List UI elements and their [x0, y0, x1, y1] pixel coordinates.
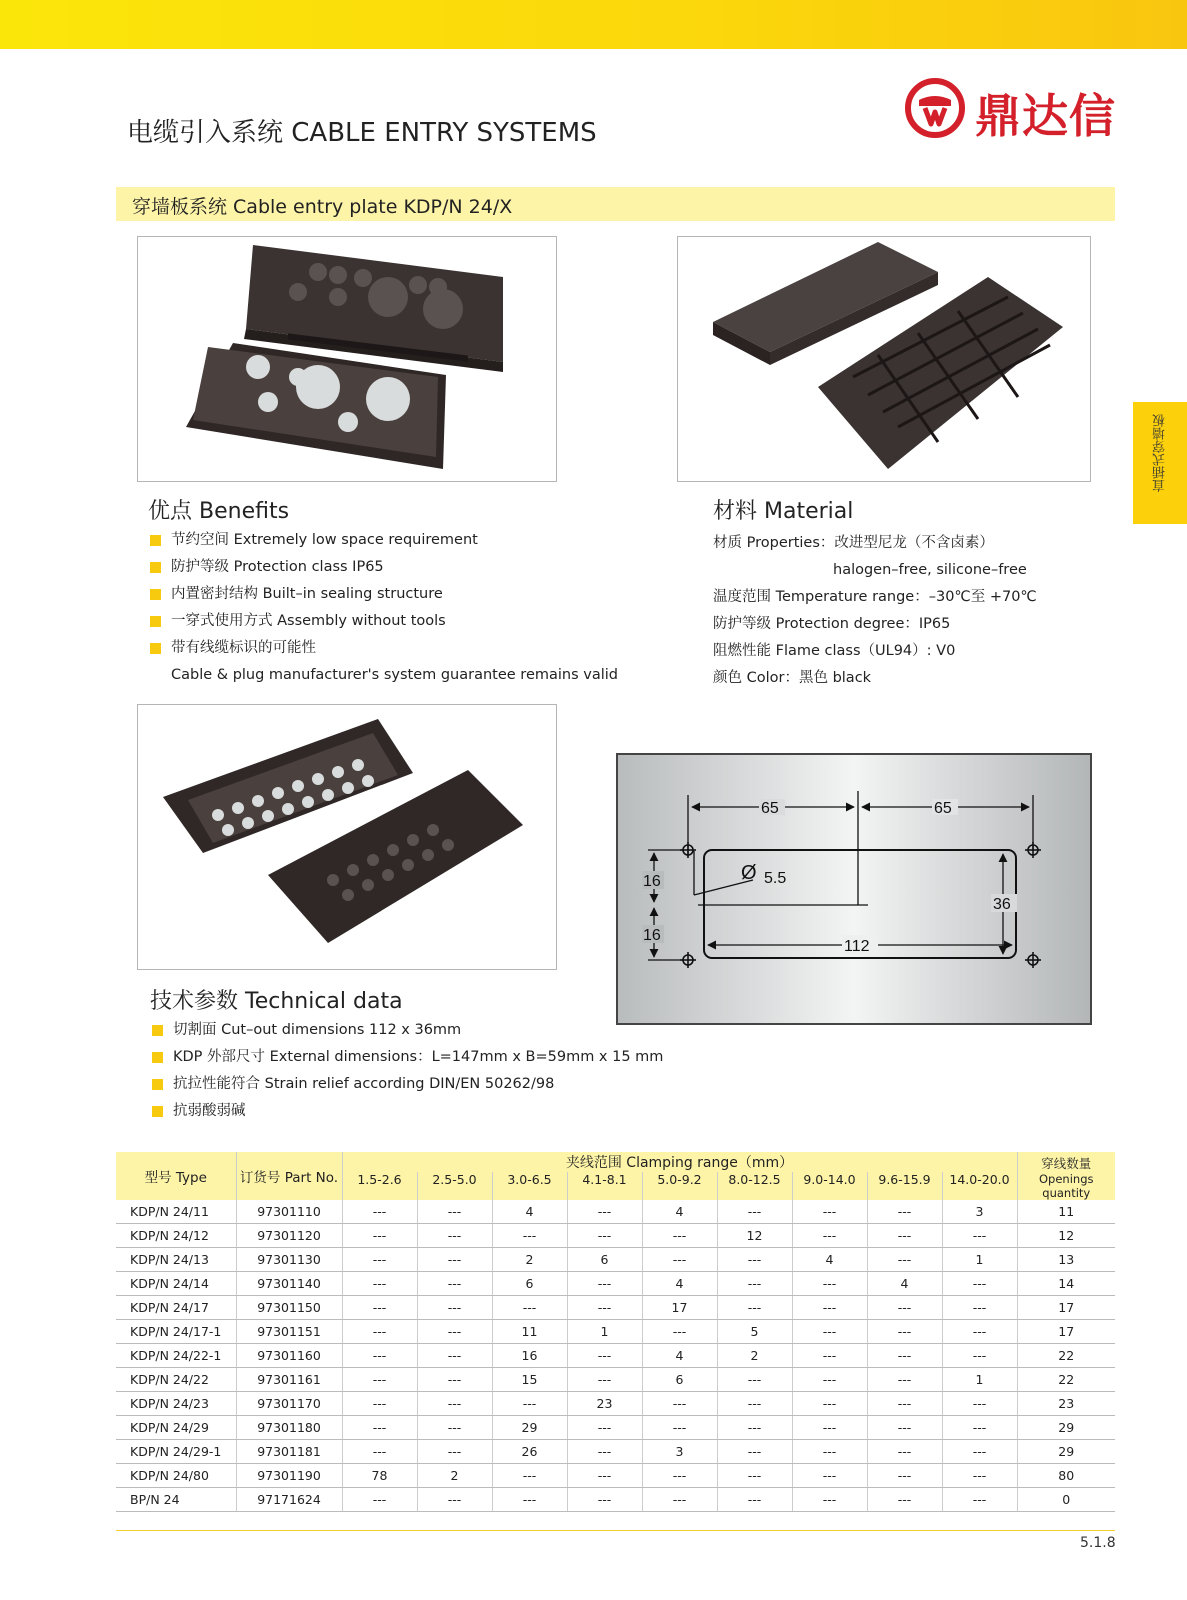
- cell-type: KDP/N 24/13: [116, 1248, 236, 1272]
- clamping-range-col-header: 2.5-5.0: [417, 1172, 492, 1200]
- table-row: [116, 1272, 1115, 1296]
- cell-type: KDP/N 24/22: [116, 1368, 236, 1392]
- cell-clamping-count: ---: [792, 1416, 867, 1440]
- bullet-square-icon: [150, 535, 161, 546]
- cell-clamping-count: 2: [492, 1248, 567, 1272]
- cell-clamping-count: ---: [642, 1464, 717, 1488]
- list-item: 内置密封结构 Built–in sealing structure: [150, 584, 618, 611]
- cell-clamping-count: ---: [417, 1440, 492, 1464]
- spec-table: [116, 1152, 1115, 1512]
- brand-name: 鼎达信: [975, 89, 1116, 143]
- clamping-range-col-header: 9.0-14.0: [792, 1172, 867, 1200]
- cell-clamping-count: ---: [342, 1200, 417, 1224]
- technical-heading: 技术参数 Technical data: [150, 989, 403, 1014]
- cell-clamping-count: ---: [342, 1488, 417, 1512]
- clamping-range-col-header: 4.1-8.1: [567, 1172, 642, 1200]
- cell-clamping-count: ---: [342, 1320, 417, 1344]
- cell-clamping-count: ---: [942, 1488, 1017, 1512]
- cell-clamping-count: 5: [717, 1320, 792, 1344]
- cell-clamping-count: ---: [567, 1440, 642, 1464]
- bullet-square-icon: [152, 1052, 163, 1063]
- cell-clamping-count: 4: [792, 1248, 867, 1272]
- cell-part-number: 97301150: [236, 1296, 342, 1320]
- cell-clamping-count: ---: [942, 1320, 1017, 1344]
- cell-clamping-count: ---: [717, 1248, 792, 1272]
- cell-clamping-count: ---: [792, 1488, 867, 1512]
- page-title: 电缆引入系统 CABLE ENTRY SYSTEMS: [127, 118, 597, 148]
- cell-clamping-count: ---: [792, 1200, 867, 1224]
- cell-clamping-count: ---: [867, 1440, 942, 1464]
- cell-clamping-count: ---: [867, 1416, 942, 1440]
- table-row: [116, 1248, 1115, 1272]
- side-tab-label: 直插式穿墙板: [1153, 414, 1168, 492]
- clamping-range-col-header: 3.0-6.5: [492, 1172, 567, 1200]
- cell-clamping-count: ---: [942, 1224, 1017, 1248]
- cell-clamping-count: ---: [792, 1392, 867, 1416]
- cell-openings-total: 12: [1017, 1224, 1115, 1248]
- cell-clamping-count: ---: [417, 1344, 492, 1368]
- cell-clamping-count: ---: [492, 1224, 567, 1248]
- table-row: [116, 1368, 1115, 1392]
- cell-clamping-count: ---: [567, 1368, 642, 1392]
- list-item: 一穿式使用方式 Assembly without tools: [150, 611, 618, 638]
- width-label: 112: [844, 938, 870, 955]
- cell-clamping-count: 11: [492, 1320, 567, 1344]
- cable-plate-multi-image: [138, 705, 556, 969]
- offset-top-label: 16: [643, 873, 661, 890]
- bullet-square-icon: [152, 1025, 163, 1036]
- cell-clamping-count: 4: [642, 1272, 717, 1296]
- cell-clamping-count: ---: [492, 1296, 567, 1320]
- cell-clamping-count: 6: [492, 1272, 567, 1296]
- cell-clamping-count: ---: [717, 1464, 792, 1488]
- cell-clamping-count: ---: [642, 1488, 717, 1512]
- cell-clamping-count: ---: [342, 1440, 417, 1464]
- cell-clamping-count: 29: [492, 1416, 567, 1440]
- cell-openings-total: 29: [1017, 1416, 1115, 1440]
- cell-openings-total: 22: [1017, 1344, 1115, 1368]
- cell-clamping-count: ---: [567, 1488, 642, 1512]
- cell-part-number: 97301130: [236, 1248, 342, 1272]
- cell-clamping-count: 6: [642, 1368, 717, 1392]
- technical-list: [152, 1020, 663, 1128]
- cell-clamping-count: 4: [492, 1200, 567, 1224]
- cell-clamping-count: ---: [567, 1344, 642, 1368]
- cell-openings-total: 80: [1017, 1464, 1115, 1488]
- benefits-note: Cable & plug manufacturer's system guarantee remains valid: [171, 667, 618, 683]
- material-line: 温度范围 Temperature range：–30℃至 +70℃: [713, 589, 1037, 605]
- benefits-heading: 优点 Benefits: [148, 499, 290, 524]
- cell-clamping-count: ---: [867, 1200, 942, 1224]
- side-tab[interactable]: [1133, 402, 1187, 524]
- cell-clamping-count: ---: [717, 1416, 792, 1440]
- cell-clamping-count: ---: [867, 1344, 942, 1368]
- cell-clamping-count: ---: [942, 1440, 1017, 1464]
- material-list: [713, 533, 1113, 695]
- cell-openings-total: 11: [1017, 1200, 1115, 1224]
- cell-type: BP/N 24: [116, 1488, 236, 1512]
- list-item: 切割面 Cut–out dimensions 112 x 36mm: [152, 1020, 663, 1047]
- cell-clamping-count: ---: [867, 1368, 942, 1392]
- cell-clamping-count: ---: [417, 1368, 492, 1392]
- offset-bottom-label: 16: [643, 927, 661, 944]
- cell-clamping-count: ---: [942, 1416, 1017, 1440]
- cell-openings-total: 13: [1017, 1248, 1115, 1272]
- bullet-square-icon: [150, 589, 161, 600]
- cell-clamping-count: ---: [342, 1248, 417, 1272]
- cell-clamping-count: ---: [867, 1296, 942, 1320]
- footer-rule: [116, 1530, 1115, 1531]
- cell-part-number: 97301180: [236, 1416, 342, 1440]
- cell-type: KDP/N 24/80: [116, 1464, 236, 1488]
- cell-clamping-count: ---: [342, 1344, 417, 1368]
- clamping-range-header: 夹线范围 Clamping range（mm）: [342, 1152, 1017, 1172]
- cell-clamping-count: ---: [867, 1464, 942, 1488]
- list-item: KDP 外部尺寸 External dimensions：L=147mm x B=59mm x 15 mm: [152, 1047, 663, 1074]
- cell-clamping-count: ---: [792, 1296, 867, 1320]
- bullet-square-icon: [152, 1106, 163, 1117]
- cell-part-number: 97301190: [236, 1464, 342, 1488]
- cell-clamping-count: ---: [642, 1320, 717, 1344]
- cell-clamping-count: ---: [717, 1488, 792, 1512]
- cell-clamping-count: ---: [342, 1392, 417, 1416]
- bullet-square-icon: [150, 643, 161, 654]
- cell-clamping-count: ---: [867, 1224, 942, 1248]
- clamping-range-col-header: 5.0-9.2: [642, 1172, 717, 1200]
- cell-clamping-count: ---: [417, 1320, 492, 1344]
- cell-part-number: 97301161: [236, 1368, 342, 1392]
- cell-clamping-count: ---: [342, 1368, 417, 1392]
- cell-type: KDP/N 24/23: [116, 1392, 236, 1416]
- list-item: 节约空间 Extremely low space requirement: [150, 530, 618, 557]
- cell-clamping-count: ---: [417, 1392, 492, 1416]
- material-line: 颜色 Color：黑色 black: [713, 670, 872, 686]
- cable-plate-back-image: [678, 237, 1090, 481]
- table-row: [116, 1224, 1115, 1248]
- list-item: 抗弱酸弱碱: [152, 1101, 663, 1128]
- clamping-range-col-header: 8.0-12.5: [717, 1172, 792, 1200]
- cell-clamping-count: 3: [942, 1200, 1017, 1224]
- list-item: 抗拉性能符合 Strain relief according DIN/EN 50262/98: [152, 1074, 663, 1101]
- brand-logo: [905, 78, 1135, 143]
- brand-mark-icon: [905, 78, 965, 138]
- cell-clamping-count: ---: [417, 1248, 492, 1272]
- cell-clamping-count: ---: [942, 1464, 1017, 1488]
- cell-clamping-count: ---: [942, 1296, 1017, 1320]
- cell-clamping-count: 15: [492, 1368, 567, 1392]
- cell-clamping-count: 4: [642, 1344, 717, 1368]
- cell-clamping-count: 23: [567, 1392, 642, 1416]
- cell-clamping-count: ---: [717, 1368, 792, 1392]
- cell-clamping-count: ---: [792, 1464, 867, 1488]
- cell-clamping-count: 12: [717, 1224, 792, 1248]
- cell-clamping-count: 2: [417, 1464, 492, 1488]
- cell-clamping-count: ---: [492, 1464, 567, 1488]
- cell-clamping-count: ---: [792, 1344, 867, 1368]
- material-heading: 材料 Material: [713, 499, 854, 524]
- cell-part-number: 97301110: [236, 1200, 342, 1224]
- cell-type: KDP/N 24/29-1: [116, 1440, 236, 1464]
- clamping-range-col-header: 14.0-20.0: [942, 1172, 1017, 1200]
- cell-clamping-count: 16: [492, 1344, 567, 1368]
- table-row: [116, 1200, 1115, 1224]
- cell-clamping-count: ---: [717, 1392, 792, 1416]
- cell-clamping-count: 6: [567, 1248, 642, 1272]
- cell-clamping-count: ---: [342, 1416, 417, 1440]
- cell-clamping-count: ---: [717, 1440, 792, 1464]
- cell-clamping-count: ---: [867, 1248, 942, 1272]
- cell-clamping-count: ---: [792, 1440, 867, 1464]
- col-part-header: 订货号 Part No.: [236, 1152, 342, 1200]
- cell-type: KDP/N 24/22-1: [116, 1344, 236, 1368]
- cell-clamping-count: ---: [867, 1488, 942, 1512]
- cell-clamping-count: ---: [417, 1488, 492, 1512]
- bullet-square-icon: [150, 616, 161, 627]
- cell-clamping-count: ---: [717, 1200, 792, 1224]
- table-row: [116, 1320, 1115, 1344]
- cell-type: KDP/N 24/17: [116, 1296, 236, 1320]
- cell-openings-total: 17: [1017, 1320, 1115, 1344]
- bullet-square-icon: [150, 562, 161, 573]
- cell-clamping-count: ---: [942, 1272, 1017, 1296]
- cell-clamping-count: ---: [417, 1296, 492, 1320]
- cell-clamping-count: 17: [642, 1296, 717, 1320]
- page-number: 5.1.8: [1080, 1535, 1116, 1551]
- table-row: [116, 1464, 1115, 1488]
- material-line: halogen–free, silicone–free: [833, 562, 1027, 578]
- list-item: 防护等级 Protection class IP65: [150, 557, 618, 584]
- cell-clamping-count: ---: [492, 1392, 567, 1416]
- cell-clamping-count: 1: [942, 1368, 1017, 1392]
- cutout-drawing: [616, 753, 1092, 1025]
- cell-clamping-count: ---: [642, 1248, 717, 1272]
- cell-clamping-count: ---: [792, 1224, 867, 1248]
- diameter-symbol-icon: Ø: [741, 862, 757, 884]
- cell-clamping-count: ---: [342, 1272, 417, 1296]
- cell-clamping-count: 1: [567, 1320, 642, 1344]
- cell-clamping-count: ---: [492, 1488, 567, 1512]
- col-type-header: 型号 Type: [116, 1152, 236, 1200]
- cell-part-number: 97301181: [236, 1440, 342, 1464]
- cell-clamping-count: ---: [417, 1272, 492, 1296]
- cell-clamping-count: ---: [567, 1464, 642, 1488]
- cell-clamping-count: ---: [792, 1320, 867, 1344]
- cell-openings-total: 0: [1017, 1488, 1115, 1512]
- cell-openings-total: 17: [1017, 1296, 1115, 1320]
- cell-clamping-count: ---: [342, 1224, 417, 1248]
- cell-part-number: 97301140: [236, 1272, 342, 1296]
- material-line: 阻燃性能 Flame class（UL94）: V0: [713, 643, 956, 659]
- cable-plate-image: [138, 237, 556, 481]
- cell-type: KDP/N 24/12: [116, 1224, 236, 1248]
- cell-clamping-count: ---: [567, 1296, 642, 1320]
- cell-clamping-count: ---: [942, 1344, 1017, 1368]
- dimension-drawing: [618, 755, 1090, 1023]
- benefits-list: [150, 530, 618, 692]
- dim-right-label: 65: [934, 800, 952, 817]
- cell-clamping-count: 4: [867, 1272, 942, 1296]
- dim-left-label: 65: [761, 800, 779, 817]
- cell-clamping-count: 78: [342, 1464, 417, 1488]
- section-header: [116, 187, 1115, 221]
- cell-clamping-count: ---: [792, 1272, 867, 1296]
- cell-clamping-count: 4: [642, 1200, 717, 1224]
- cell-openings-total: 22: [1017, 1368, 1115, 1392]
- cell-clamping-count: ---: [417, 1200, 492, 1224]
- cell-clamping-count: ---: [417, 1224, 492, 1248]
- cell-clamping-count: ---: [642, 1416, 717, 1440]
- cell-type: KDP/N 24/17-1: [116, 1320, 236, 1344]
- cell-clamping-count: ---: [942, 1392, 1017, 1416]
- hole-diameter-label: 5.5: [764, 870, 787, 887]
- cell-openings-total: 29: [1017, 1440, 1115, 1464]
- clamping-range-col-header: 9.6-15.9: [867, 1172, 942, 1200]
- col-openings-header-cn: 穿线数量: [1017, 1152, 1115, 1172]
- cell-type: KDP/N 24/11: [116, 1200, 236, 1224]
- material-line: 防护等级 Protection degree：IP65: [713, 616, 951, 632]
- cell-clamping-count: 1: [942, 1248, 1017, 1272]
- height-label: 36: [993, 896, 1011, 913]
- cell-clamping-count: ---: [417, 1416, 492, 1440]
- cell-clamping-count: ---: [792, 1368, 867, 1392]
- bullet-square-icon: [152, 1079, 163, 1090]
- table-row: [116, 1296, 1115, 1320]
- clamping-range-col-header: 1.5-2.6: [342, 1172, 417, 1200]
- cell-openings-total: 23: [1017, 1392, 1115, 1416]
- cell-part-number: 97301151: [236, 1320, 342, 1344]
- product-photo-back: [677, 236, 1091, 482]
- cell-clamping-count: ---: [717, 1296, 792, 1320]
- cell-clamping-count: ---: [567, 1200, 642, 1224]
- cell-part-number: 97301160: [236, 1344, 342, 1368]
- product-photo-multi: [137, 704, 557, 970]
- cell-type: KDP/N 24/29: [116, 1416, 236, 1440]
- cell-clamping-count: ---: [567, 1224, 642, 1248]
- col-openings-header-en: Openings quantity: [1017, 1172, 1115, 1200]
- cell-clamping-count: 3: [642, 1440, 717, 1464]
- cell-clamping-count: ---: [867, 1320, 942, 1344]
- cell-clamping-count: ---: [342, 1296, 417, 1320]
- product-photo-top: [137, 236, 557, 482]
- cell-clamping-count: 26: [492, 1440, 567, 1464]
- cell-part-number: 97301170: [236, 1392, 342, 1416]
- top-color-bar: [0, 0, 1187, 49]
- cell-clamping-count: ---: [567, 1272, 642, 1296]
- cell-clamping-count: ---: [567, 1416, 642, 1440]
- cell-clamping-count: ---: [717, 1272, 792, 1296]
- cell-part-number: 97171624: [236, 1488, 342, 1512]
- cell-clamping-count: 2: [717, 1344, 792, 1368]
- cell-type: KDP/N 24/14: [116, 1272, 236, 1296]
- table-row: [116, 1392, 1115, 1416]
- cell-openings-total: 14: [1017, 1272, 1115, 1296]
- cell-clamping-count: ---: [642, 1392, 717, 1416]
- table-row: [116, 1488, 1115, 1512]
- table-row: [116, 1416, 1115, 1440]
- cell-clamping-count: ---: [867, 1392, 942, 1416]
- cell-part-number: 97301120: [236, 1224, 342, 1248]
- cell-clamping-count: ---: [642, 1224, 717, 1248]
- table-row: [116, 1344, 1115, 1368]
- material-line: 材质 Properties：改进型尼龙（不含卤素）: [713, 535, 994, 551]
- section-title: 穿墙板系统 Cable entry plate KDP/N 24/X: [132, 196, 513, 218]
- list-item: 带有线缆标识的可能性: [150, 638, 618, 665]
- table-row: [116, 1440, 1115, 1464]
